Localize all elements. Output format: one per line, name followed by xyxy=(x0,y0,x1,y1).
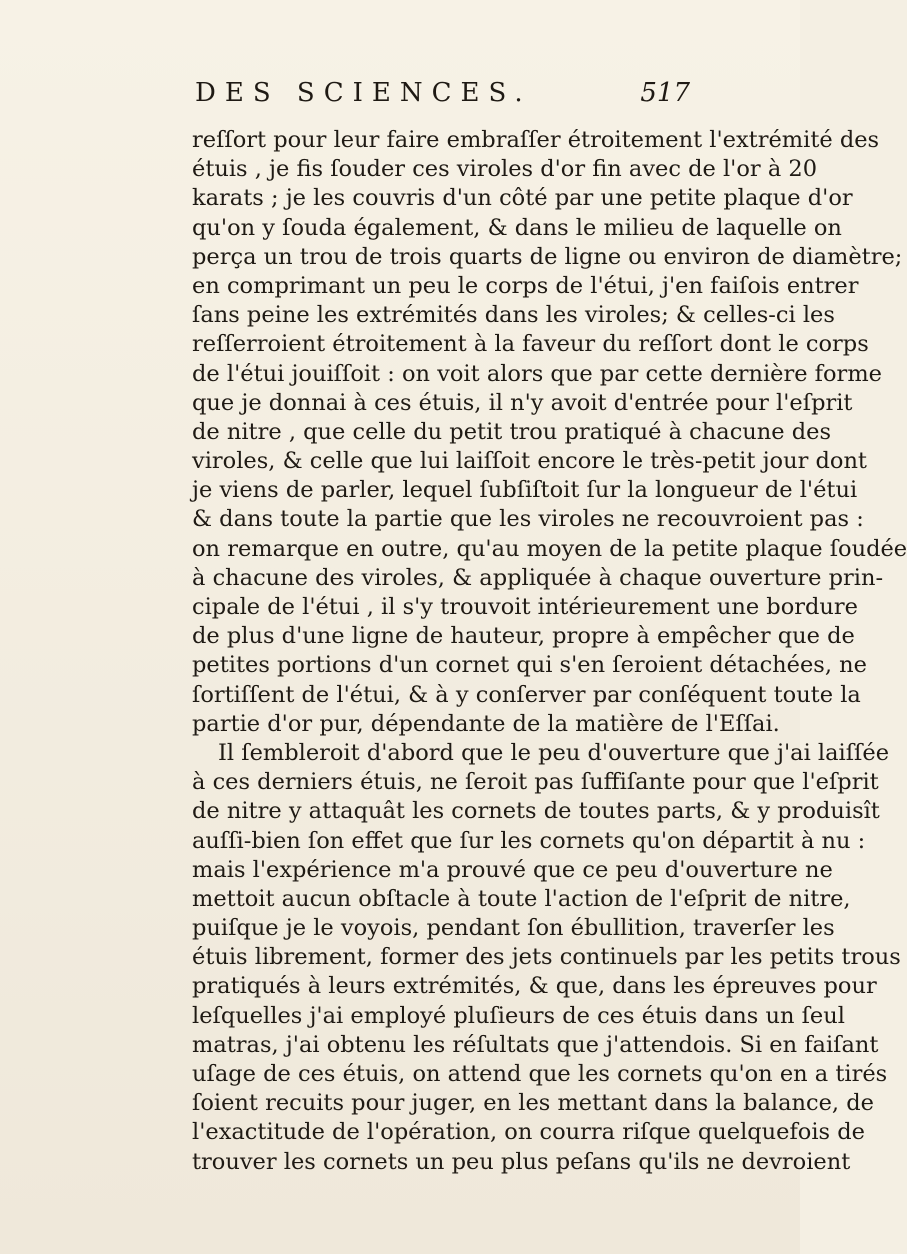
text-line: de plus d'une ligne de hauteur, propre à empêcher que de xyxy=(192,623,855,650)
text-line: auſſi-bien ſon effet que ſur les cornets qu'on départit à nu : xyxy=(192,827,866,854)
text-line: matras, j'ai obtenu les réſultats que j'attendois. Si en faiſant xyxy=(192,1031,879,1058)
text-line: reſſort pour leur faire embraſſer étroitement l'extrémité des xyxy=(192,127,880,153)
text-line: en comprimant un peu le corps de l'étui, j'en faiſois entrer xyxy=(192,272,859,299)
body-text xyxy=(192,126,907,1177)
text-line: de nitre y attaquât les cornets de toutes parts, & y produisît xyxy=(192,798,880,825)
text-line: pratiqués à leurs extrémités, & que, dans les épreuves pour xyxy=(192,973,877,1000)
running-title: DES SCIENCES. xyxy=(195,78,532,108)
text-line: étuis , je fis ſouder ces viroles d'or fin avec de l'or à 20 xyxy=(192,156,818,183)
text-line: reſſerroient étroitement à la faveur du reſſort dont le corps xyxy=(192,331,869,358)
text-line: & dans toute la partie que les viroles ne recouvroient pas : xyxy=(192,506,864,533)
text-line: étuis librement, former des jets continuels par les petits trous xyxy=(192,944,901,971)
text-line: de nitre , que celle du petit trou pratiqué à chacune des xyxy=(192,418,832,445)
text-line: mais l'expérience m'a prouvé que ce peu d'ouverture ne xyxy=(192,856,833,883)
paragraph-end-line: partie d'or pur, dépendante de la matière de l'Eſſai. xyxy=(192,710,780,737)
text-line: ſoient recuits pour juger, en les mettant dans la balance, de xyxy=(192,1090,874,1117)
text-line: ſans peine les extrémités dans les viroles; & celles-ci les xyxy=(192,302,835,329)
text-line: à ces derniers étuis, ne ſeroit pas ſuffiſante pour que l'eſprit xyxy=(192,769,879,796)
text-line: cipale de l'étui , il s'y trouvoit intérieurement une bordure xyxy=(192,594,858,620)
text-line: ſortiſſent de l'étui, & à y conſerver par conſéquent toute la xyxy=(192,681,861,708)
text-line: qu'on y ſouda également, & dans le milieu de laquelle on xyxy=(192,214,842,241)
text-line: mettoit aucun obſtacle à toute l'action de l'eſprit de nitre, xyxy=(192,885,851,912)
text-line: viroles, & celle que lui laiſſoit encore le très-petit jour dont xyxy=(192,448,867,475)
page-header xyxy=(195,78,690,118)
text-line: on remarque en outre, qu'au moyen de la petite plaque ſoudée xyxy=(192,535,907,562)
text-line: que je donnai à ces étuis, il n'y avoit d'entrée pour l'eſprit xyxy=(192,389,853,416)
text-line: puiſque je le voyois, pendant ſon ébullition, traverſer les xyxy=(192,915,835,942)
text-line: l'exactitude de l'opération, on courra riſque quelquefois de xyxy=(192,1119,865,1146)
page-number: 517 xyxy=(640,78,690,108)
text-line: karats ; je les couvris d'un côté par une petite plaque d'or xyxy=(192,185,853,212)
text-line: trouver les cornets un peu plus peſans qu'ils ne devroient xyxy=(192,1148,851,1175)
text-line: perça un trou de trois quarts de ligne ou environ de diamètre; xyxy=(192,243,903,270)
text-line: de l'étui jouiſſoit : on voit alors que par cette dernière forme xyxy=(192,360,882,387)
paragraph-start-line: Il ſembleroit d'abord que le peu d'ouverture que j'ai laiſſée xyxy=(218,739,890,766)
text-line: leſquelles j'ai employé pluſieurs de ces étuis dans un ſeul xyxy=(192,1002,845,1029)
text-line: uſage de ces étuis, on attend que les cornets qu'on en a tirés xyxy=(192,1061,888,1087)
text-line: je viens de parler, lequel ſubſiſtoit ſur la longueur de l'étui xyxy=(192,477,858,504)
text-line: petites portions d'un cornet qui s'en ſeroient détachées, ne xyxy=(192,652,867,679)
text-line: à chacune des viroles, & appliquée à chaque ouverture prin- xyxy=(192,564,884,591)
